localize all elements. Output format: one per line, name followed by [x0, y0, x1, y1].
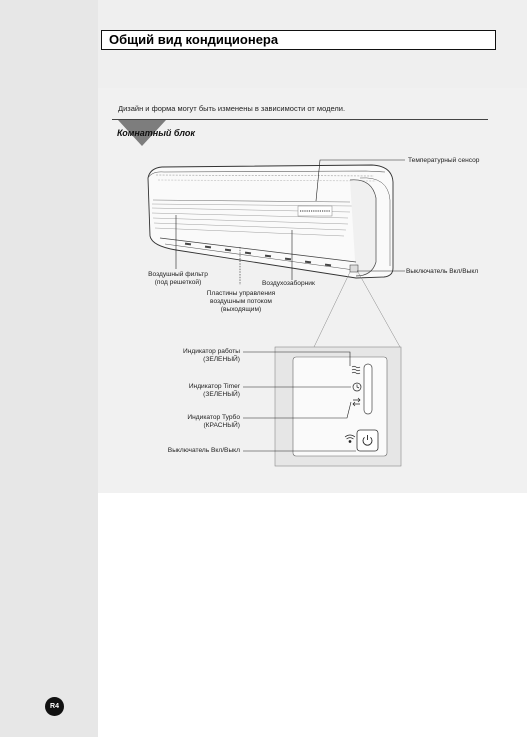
label-air-intake: Воздухозаборник [262, 280, 315, 287]
label-turbo-line-1: Индикатор Турбо [187, 414, 240, 421]
label-timer-line-1: Индикатор Timer [188, 383, 240, 390]
label-flow-blades-line-2: воздушным потоком [210, 298, 272, 305]
label-air-filter-line-1: Воздушный фильтр [148, 271, 208, 278]
label-flow-blades-line-3: (выходящим) [220, 306, 262, 313]
label-timer-line-2: (ЗЕЛЕНЫЙ) [203, 391, 240, 398]
label-operation-indicator [160, 348, 240, 364]
page-title: Общий вид кондиционера [109, 32, 279, 47]
label-flow-blades-line-1: Пластины управления [206, 290, 276, 297]
label-timer-indicator [160, 383, 240, 399]
label-flow-blades [196, 290, 286, 314]
zoom-lines [314, 272, 400, 347]
page-number-badge: R4 [45, 697, 64, 716]
label-turbo-indicator [160, 414, 240, 430]
label-operation-line-1: Индикатор работы [183, 348, 240, 355]
control-panel-illustration [275, 347, 401, 466]
label-air-filter [138, 271, 218, 287]
label-temp-sensor: Температурный сенсор [408, 157, 480, 164]
label-operation-line-2: (ЗЕЛЕНЫЙ) [203, 356, 240, 363]
label-air-filter-line-2: (под решеткой) [154, 279, 202, 286]
label-power-switch: Выключатель Вкл/Выкл [167, 447, 240, 454]
label-turbo-line-2: (КРАСНЫЙ) [203, 422, 240, 429]
indoor-unit-illustration [148, 165, 393, 278]
label-on-off-switch: Выключатель Вкл/Выкл [406, 268, 479, 275]
section-title: Комнатный блок [117, 128, 195, 138]
model-note: Дизайн и форма могут быть изменены в зависимости от модели. [118, 104, 346, 113]
